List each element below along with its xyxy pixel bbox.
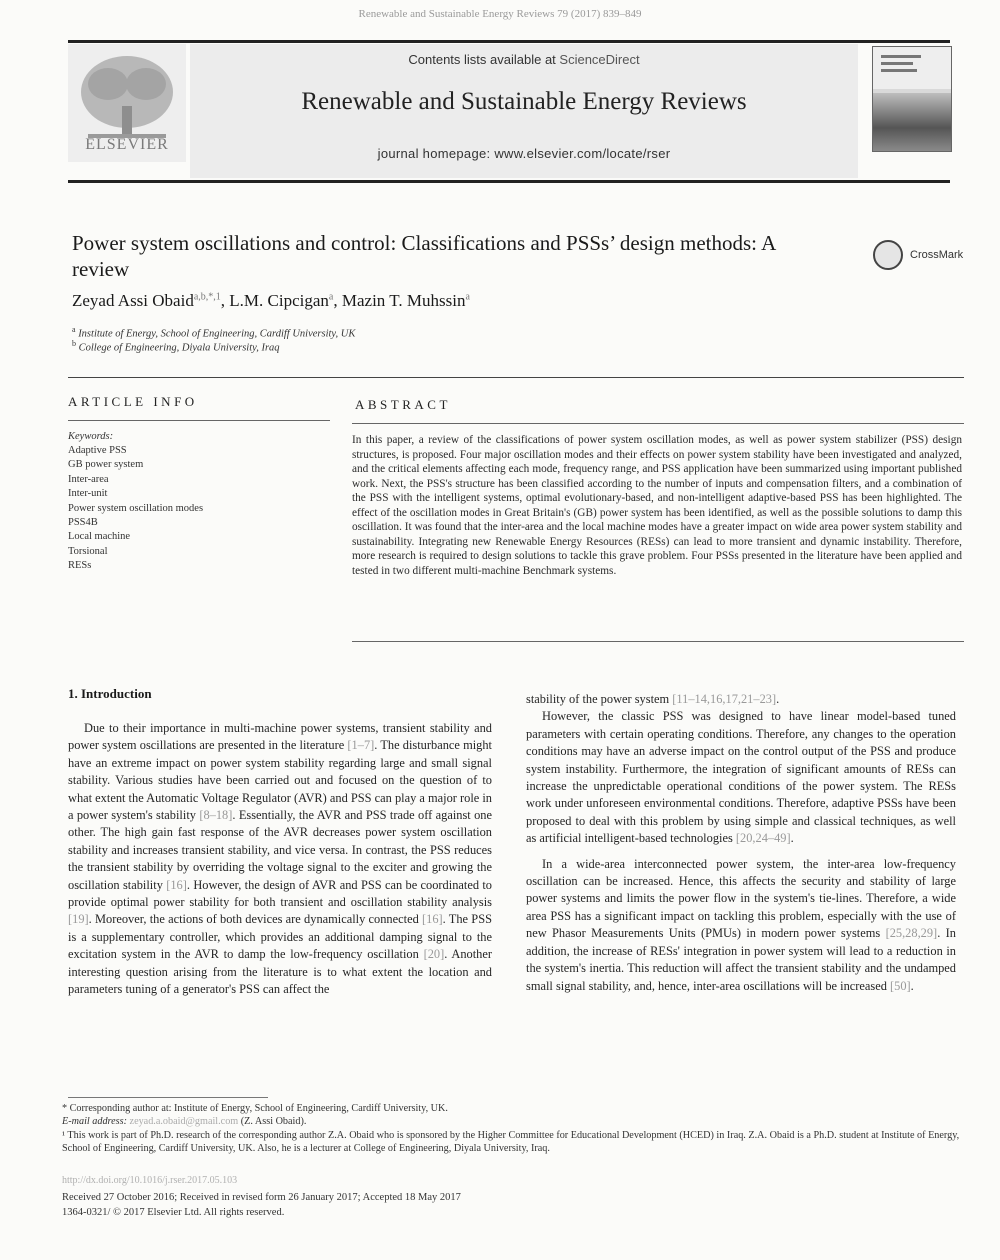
abstract-bottom-rule [352,641,964,642]
text-run: . Essentially, the AVR and PSS trade off against one other. The high gain fast response of the AVR decreases power system oscillation stability and increases transient stability, and vice versa. In contrast, the PSS reduces the transient stability by overriding the voltage signal to the exciter and growing the oscillation stability [68,808,492,892]
keyword: Torsional [68,545,108,557]
corresponding-footnote: * Corresponding author at: Institute of Energy, School of Engineering, Cardiff University, UK. [62,1103,448,1114]
abstract-rule [352,423,964,424]
section-heading: 1. Introduction [68,686,152,701]
citation-link[interactable]: [1–7] [347,738,375,753]
email-link[interactable]: zeyad.a.obaid@gmail.com [129,1116,239,1128]
keyword: Inter-area [68,473,109,485]
crossmark-icon[interactable] [873,240,903,270]
contents-prefix: Contents lists available at [408,52,560,67]
article-info-heading: ARTICLE INFO [68,394,198,409]
author-marks: a [328,291,334,303]
journal-title: Renewable and Sustainable Energy Reviews [301,88,747,115]
keyword: Local machine [68,531,131,543]
text-run: However, the classic PSS was designed to have linear model-based tuned parameters with certain operating conditions. Therefore, any changes to the operation conditions may have an adverse impact on the control output of the PSS and produce system instability. Furthermore, the integration of significant amounts of RESs can increase the unpredictable operational conditions of the power system. The RESs work under unforeseen environmental conditions. Therefore, adaptive PSSs have been proposed to deal with this problem by using simple and classical techniques, as well as artificial intelligent-based technologies [526,709,956,846]
text-run: . [790,831,794,846]
footnotes [62,1102,962,1156]
citation-link[interactable]: [11–14,16,17,21–23] [672,692,777,706]
keywords-label: Keywords: [68,431,114,442]
header-top-rule [68,40,950,43]
citation-link[interactable]: [25,28,29] [885,926,938,941]
doi-link[interactable]: http://dx.doi.org/10.1016/j.rser.2017.05.103 [62,1175,238,1186]
body-column-left [68,720,492,999]
paragraph [526,708,956,847]
article-info-rule [68,420,330,421]
citation-link[interactable]: [20,24–49] [735,831,791,846]
citation-link[interactable]: [8–18] [199,808,233,823]
affiliation: $^a$ Institute of Energy, School of Engineering, Cardiff University, UK [72,325,356,340]
keyword: GB power system [68,459,144,471]
paragraph [68,720,492,999]
text-run: . Moreover, the actions of both devices are dynamically connected [88,912,423,927]
citation-link[interactable]: [19] [68,912,89,927]
affiliation: $^b$ College of Engineering, Diyala University, Iraq [72,339,280,354]
paragraph [526,856,956,995]
keyword: Power system oscillation modes [68,502,204,514]
author-marks: a,b,*,1 [193,291,221,303]
article-title: Power system oscillations and control: Classifications and PSSs’ design methods: A review [72,231,776,281]
header-bottom-rule [68,180,950,183]
citation-link[interactable]: [16] [166,877,187,892]
running-head: Renewable and Sustainable Energy Reviews 79 (2017) 839–849 [358,8,642,20]
text-run: . The disturbance might have an extreme impact on power system stability regarding large and small signal stability. Various studies have been carried out and focused on the question of to what extent the Automatic Voltage Regulator (AVR) and PSS can play a major role in a power system's stability [68,738,492,823]
author-name[interactable]: Zeyad Assi Obaid [72,291,194,310]
keyword: Inter-unit [68,488,108,500]
contents-line [190,52,858,67]
text-run: . However, the design of AVR and PSS can be coordinated to provide optimal power stability for both transient and oscillation stability analysis [68,877,492,910]
text-run: . [776,692,780,706]
received-dates: Received 27 October 2016; Received in revised form 26 January 2017; Accepted 18 May 2017 [62,1192,461,1203]
keyword: RESs [68,560,92,572]
author-name[interactable]: L.M. Cipcigan [229,291,329,310]
text-run: . Another interesting question arising from the literature is to what extent the location and parameters tuning of a generator's PSS can affect the [68,947,492,997]
author-list: Zeyad Assi Obaid$^{a,b,*,1}$, L.M. Cipcigan$^a$, Mazin T. Muhssin$^a$ [72,291,470,310]
issn-copyright: 1364-0321/ © 2017 Elsevier Ltd. All rights reserved. [62,1207,285,1218]
email-footnote: E-mail address: zeyad.a.obaid@gmail.com (Z. Assi Obaid). [62,1116,307,1128]
paragraph [526,691,956,708]
funding-footnote: ¹ This work is part of Ph.D. research of the corresponding author Z.A. Obaid who is sponsored by the Higher Committee for Educational Development (HCED) in Iraq. Z.A. Obaid is a Ph.D. student at Institute of Energy, School of Engineering, Cardiff University, UK. Also, he is a lecturer at College of Engineering, Diyala University, Iraq. [62,1129,960,1155]
citation-link[interactable]: [50] [890,978,911,993]
author-name[interactable]: Mazin T. Muhssin [341,291,466,310]
abstract-heading: ABSTRACT [355,397,451,412]
citation-link[interactable]: [20] [423,947,445,962]
footnote-rule [68,1097,268,1098]
journal-cover-image [872,46,952,152]
text-run: . [910,978,914,993]
citation-link[interactable]: [16] [422,912,443,927]
journal-homepage[interactable]: journal homepage: www.elsevier.com/locate/rser [377,146,671,161]
sciencedirect-link[interactable]: ScienceDirect [559,52,640,67]
body-column-right [526,691,956,995]
abstract-text: In this paper, a review of the classifications of power system oscillation modes, as well as power system stabilizer (PSS) design structures, is proposed. Four major oscillation modes and their effects on power system stability have been investigated and analyzed, and the critical elements affecting each mode, frequency range, and PSS application have been summarized using important published work. Next, the PSS's structure has been classified according to the number of inputs and compensation filters, and a combination of the PSS with the intelligent systems, optimal evolutionary-based, and non-intelligent adaptive-based PSS has been highlighted. The effect of the oscillation modes in Great Britain's (GB) power system has been identified, as well as the possible solutions to damp this oscillation. It was found that the inter-area and the local machine modes have a greater impact on wide area power system stability and sustainability. Integrating new Renewable Energy Resources (RESs) can lead to more transient and dynamic instability. Therefore, more research is required to design solutions to tackle this grave problem. Four PSSs presented in the literature have been applied and tested in two different multi-machine Benchmark systems. [352,434,962,577]
text-run: Due to their importance in multi-machine power systems, transient stability and power system oscillations are presented in the literature [68,721,492,753]
author-marks: a [465,291,470,303]
text-run: In a wide-area interconnected power system, the inter-area low-frequency oscillation can be increased. Hence, this affects the security and stability of large power systems and limits the power flow in the system's tie-lines. Therefore, a wide area PSS has a significant impact on tackling this problem, especially with the use of new Phasor Measurements Units (PMUs) in modern power systems [526,856,956,941]
crossmark-label[interactable]: CrossMark [910,249,964,261]
keyword-list [68,444,318,574]
keyword: PSS4B [68,517,98,529]
section-rule [68,377,964,378]
keyword: Adaptive PSS [68,445,127,456]
elsevier-wordmark: ELSEVIER [85,136,169,153]
text-run: stability of the power system [526,692,673,706]
text-run: . In addition, the increase of RESs' integration in power system will lead to a reduction in the system's inertia. This reduction will affect the transient stability and the undamped small signal stability, and, hence, inter-area oscillations will be increased [526,926,956,993]
text-run: . The PSS is a supplementary controller, which provides an additional damping signal to the excitation system in the AVR to damp the low-frequency oscillation [68,912,492,962]
